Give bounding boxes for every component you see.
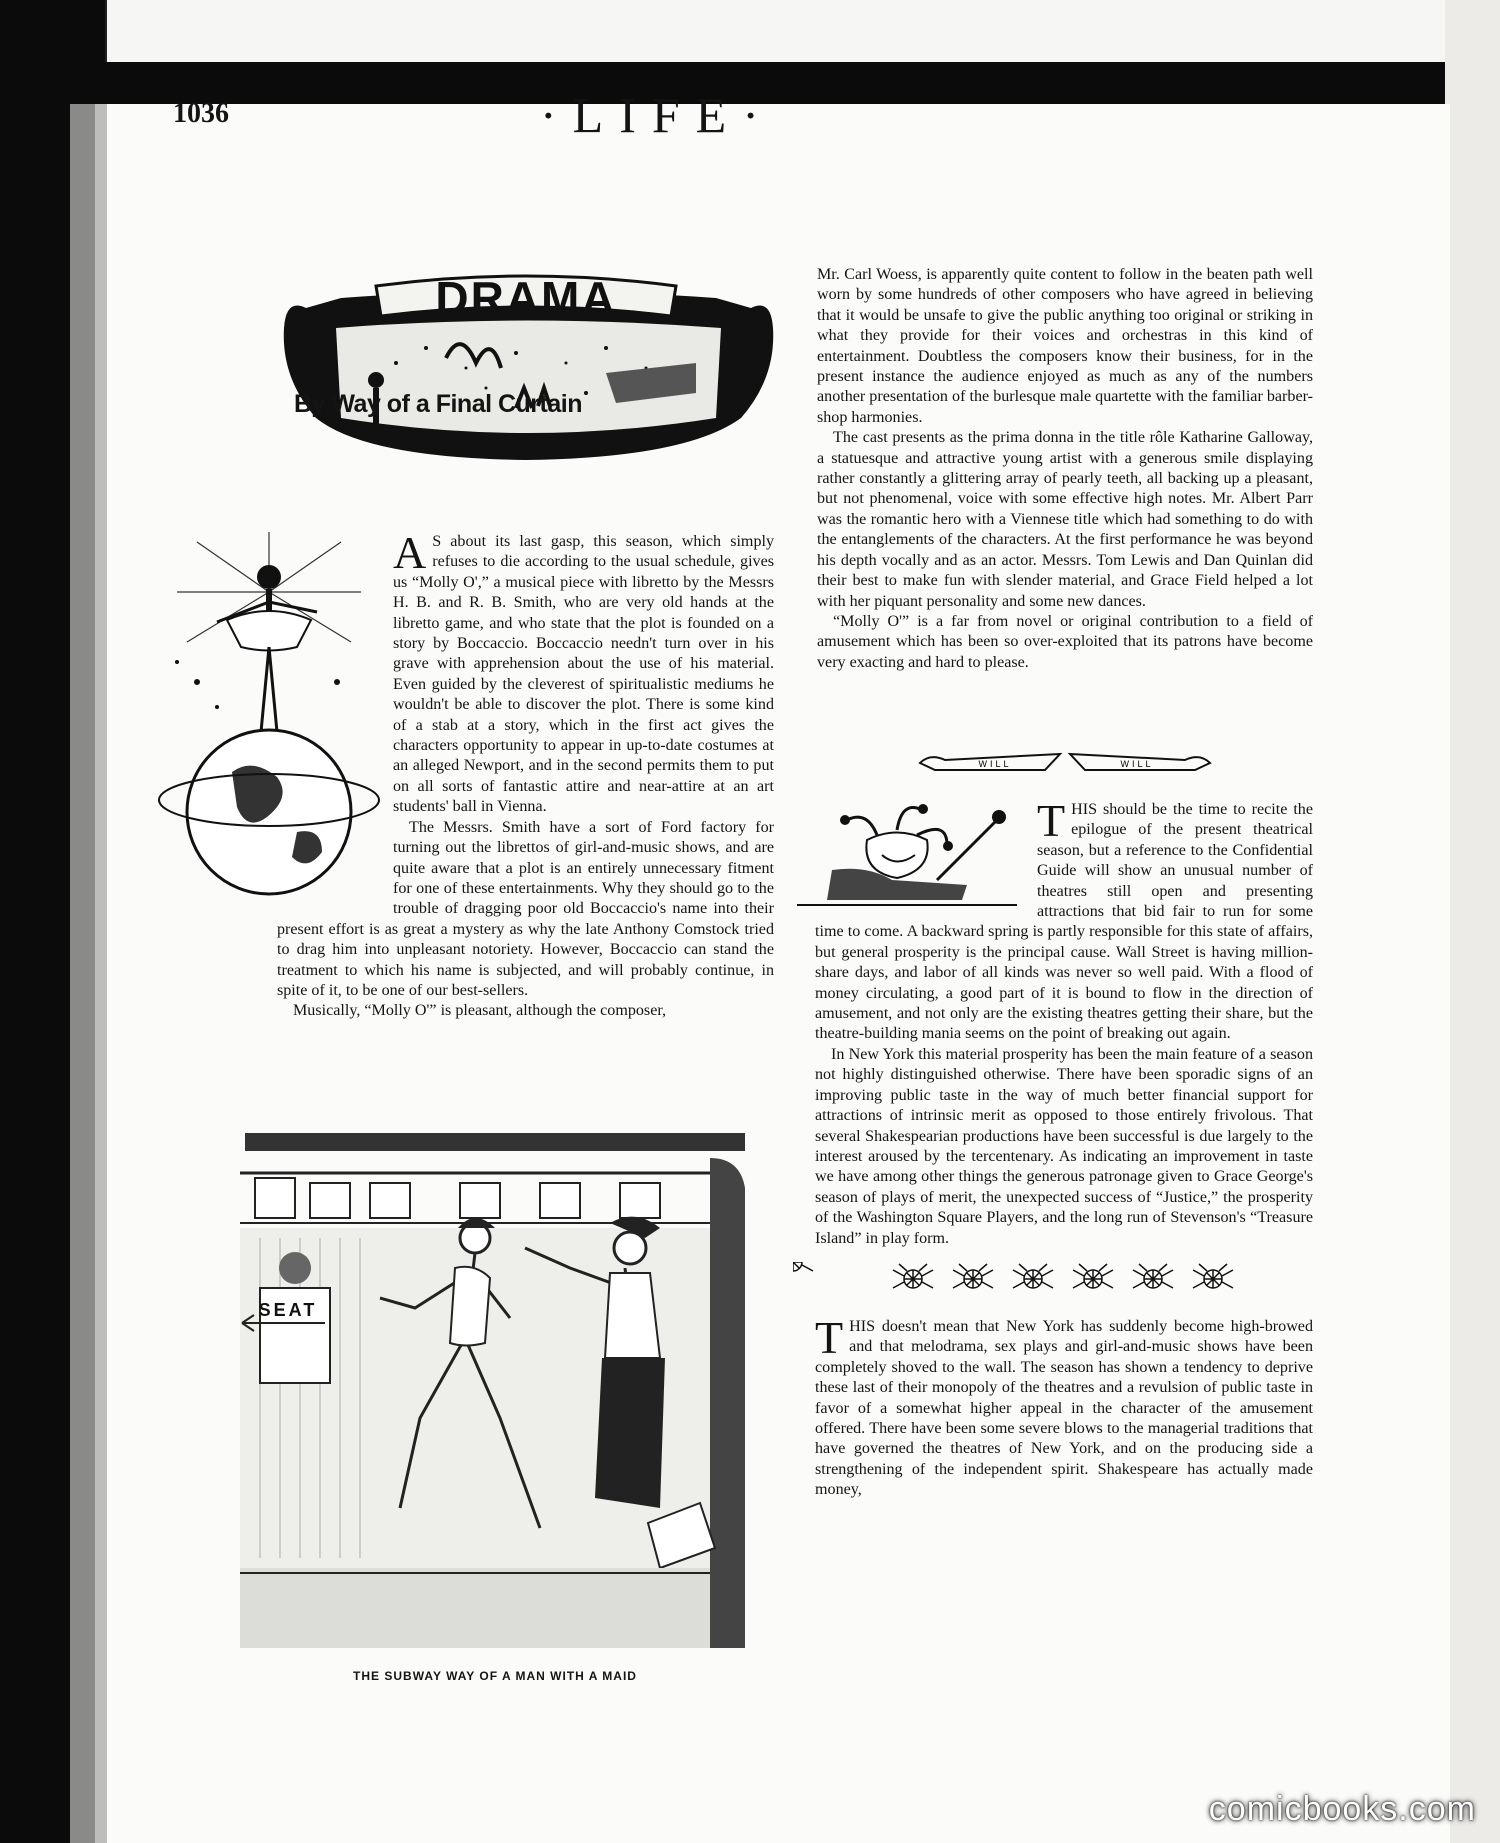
article-section-3: THIS doesn't mean that New York has suddenly become high-browed and that melodrama, sex plays and girl-and-music shows have been completely shoved to the wall. The season has shown a tendency to deprive these last of their monopoly of the theatres and a revulsion of public taste in favor of a somewhat higher appeal in the character of the amusement offered. There have been some severe blows to the managerial traditions that have governed the theatres of New York, and on the producing side a strengthening of the independent spirit. Shakespeare has actually made money, (815, 1312, 1314, 1499)
drama-banner (276, 268, 781, 468)
jester-drawing (797, 800, 1027, 915)
drop-cap-a: A (393, 527, 427, 578)
col2-paragraph-1: Mr. Carl Woess, is apparently quite content to follow in the beaten path well worn by some hundreds of other composers who have agreed in believing that it would be unsafe to give the public anything too original or striking in what they provide for their voices and orchestras in this kind of entertainment. Doubtless the composers know their business, for in the present instance the audience enjoyed as much as any of the numbers another presentation of the burlesque male quartette with the familiar barber-shop harmonies. (817, 266, 1313, 426)
article-headline: By Way of a Final Curtain (293, 390, 582, 418)
jester-illustration (797, 800, 1027, 915)
site-watermark: comicbooks.com (1208, 1790, 1476, 1828)
drama-banner-title: DRAMA (435, 272, 617, 324)
col1-paragraph-2: The Messrs. Smith have a sort of Ford factory for turning out the librettos of girl-and-music shows, and are quite aware that a plot is an entirely unnecessary fitment for one of these entertainments. Why they should go to the trouble of dragging poor old Boccaccio's name into their present effort is as great a mystery as why the late Anthony Comstock tried to drag him into unpleasant notoriety. However, Boccaccio can stand the treatment to which his name is subjected, and will probably continue, in spite of it, to be one of our best-sellers. (277, 818, 774, 999)
page-edge-right (1445, 0, 1500, 1843)
article-section-2: THIS should be the time to recite the epilogue of the present theatrical season, but a reference to the Confidential Guide will show an unusual number of theatres still open and presenting attractions that bid fair to run for some time to come. A backward spring is partly responsible for this state of affairs, but general prosperity is the principal cause. Wall Street is having million-share days, and labor of all kinds was never so well paid. With a flood of money circulating, a good part of it is bound to flow in the direction of amusement, and not only are the existing theatres getting their share, but the theatre-building mania seems on the point of breaking out again. In New York this material prosperity has been the main feature of a season not highly distinguished otherwise. There have been sporadic signs of an improving public taste in the way of much better financial support for attractions of intrinsic merit as opposed to those entirely frivolous. That several Shakespearian productions have been successful is due largely to the interest aroused by the tercentenary. As indicating an improvement in taste we have among other things the generous patronage given to Grace George's season of plays of merit, the unexpected success of “Justice,” the prosperity of the Washington Square Players, and the long run of Stevenson's “Treasure Island” in play form. (815, 800, 1313, 1249)
subway-cartoon (240, 1128, 750, 1658)
drop-cap-t-2: T (815, 1312, 844, 1363)
col2-paragraph-2: The cast presents as the prima donna in the title rôle Katharine Galloway, a statuesque and attractive young artist with a generous smile displaying rather constantly a glittering array of pearly teeth, all backing up a pleasant, but not phenomenal, voice with some effective high notes. Mr. Albert Parr was the romantic hero with a Viennese title which had something to do with the entanglements of the characters. At the first performance he was beyond his depth vocally and as an actor. Messrs. Tom Lewis and Dan Quinlan did their best to make fun with slender material, and Grace Field helped a lot with her piquant personality and some new dances. (817, 429, 1313, 610)
book-spine-edge (95, 104, 107, 1843)
masthead: ·LIFE· (540, 87, 775, 143)
will-divider-ornament (915, 748, 1215, 778)
col1-paragraph-3: Musically, “Molly O'” is pleasant, although the composer, (293, 1002, 667, 1020)
article-column-1: A S about its last gasp, this season, which simply refuses to die according to the usual schedule, gives us “Molly O',” a musical piece with libretto by the Messrs H. B. and R. B. Smith, who are very old hands at the libretto game, and who state that the plot is founded on a story by Boccaccio. Boccaccio needn't turn over in his grave with apprehension about the use of his material. Even guided by the cleverest of spiritualistic mediums he wouldn't be able to discover the plot. There is some kind of a stab at a story, which in the first act gives the characters opportunity to appear in up-to-date costumes at an alleged Newport, and in the second permits them to put on all sorts of fantastic attire and near-attire at an art students' ball in Vienna. The Messrs. Smith have a sort of Ford factory for turning out the librettos of girl-and-music shows, and are quite aware that a plot is an entirely unnecessary fitment for one of these entertainments. Why they should go to the trouble of dragging poor old Boccaccio's name into their present effort is as great a mystery as why the late Anthony Comstock tried to drag him into unpleasant notoriety. However, Boccaccio can stand the treatment to which his name is subjected, and will probably continue, in spite of it, to be one of our best-sellers. Musically, “Molly O'” is pleasant, although the composer, (277, 532, 774, 1022)
dancer-globe-drawing (157, 532, 381, 912)
svg-text:WILL: WILL (1120, 759, 1154, 769)
col2-paragraph-3: “Molly O'” is a far from novel or original contribution to a field of amusement which has been so over-exploited that its patrons have become very exacting and hard to please. (817, 612, 1313, 671)
drop-cap-t: T (1037, 795, 1066, 846)
will-divider (915, 748, 1215, 778)
article-column-2 (817, 265, 1313, 673)
spider-ornament-row (793, 1262, 1333, 1296)
page-edge-top (105, 0, 1459, 62)
subway-cartoon-drawing (240, 1128, 750, 1658)
cartoon-caption: THE SUBWAY WAY OF A MAN WITH A MAID (353, 1669, 637, 1683)
spider-ornaments (793, 1262, 1333, 1296)
svg-text:WILL: WILL (978, 759, 1012, 769)
dancer-on-globe-illustration (157, 532, 381, 912)
page-number: 1036 (173, 98, 229, 129)
drama-banner-illustration (276, 268, 781, 468)
section2-paragraph-2: In New York this material prosperity has been the main feature of a season not highly distinguished otherwise. There have been sporadic signs of an improving public taste in the way of much better financial support for attractions of intrinsic merit as opposed to those entirely frivolous. That several Shakespearian productions have been successful is due largely to the interest aroused by the tercentenary. As indicating an improvement in taste we have among other things the generous patronage given to Grace George's season of plays of merit, the unexpected success of “Justice,” the prosperity of the Washington Square Players, and the long run of Stevenson's “Treasure Island” in play form. (815, 1045, 1313, 1247)
seat-sign: SEAT (258, 1300, 318, 1320)
